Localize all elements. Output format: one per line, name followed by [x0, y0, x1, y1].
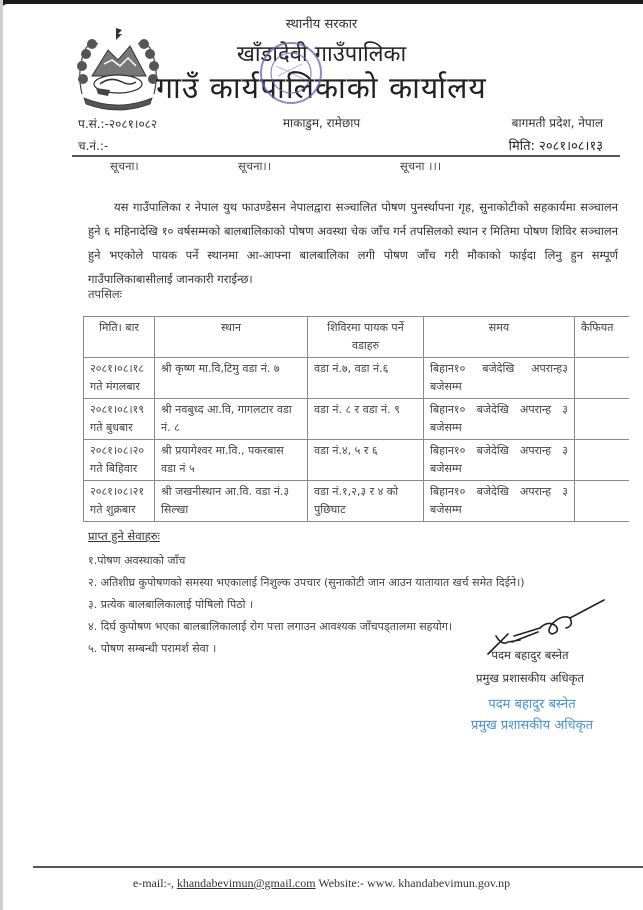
office-name: गाउँ कार्यपालिकाको कार्यालय — [156, 71, 487, 106]
email-label: e-mail:-, — [132, 876, 174, 890]
handwritten-signature — [478, 596, 608, 656]
header-remarks: कैफियत — [575, 317, 630, 358]
cell-time: बिहान१० बजेदेखि अपरान्ह३ बजेसम्म — [424, 358, 575, 399]
header-place: स्थान — [155, 317, 308, 358]
service-item: २. अतिशीघ्र कुपोषणको समस्या भएकालाई निशुल्क उपचार (सुनाकोटी जान आउन यातायात खर्च समेत दिईने।) — [88, 576, 525, 589]
camp-schedule-table — [83, 316, 629, 522]
notice-body: यस गाउँपालिका र नेपाल युथ फाउण्डेसन नेपालद्वारा सञ्चालित पोषण पुनर्स्थापना गृह, सुनाकोटीको सहकार्यमा सञ्चालन हुने ६ महिनादेखि १० वर्षसम्मको बालबालिकाको पोषण अवस्था चेक जाँच गर्न तपसिलको स्थान र मितिमा पोषण शिविर सञ्चालन हुने भएकोले पायक पर्ने स्थानमा आ-आफ्ना बालबालिका लगी पोषण जाँच गरी मौकाको फाईदा लिनु हुन सम्पूर्ण गाउँपालिकाबासीलाई जानकारी गराईन्छ। — [88, 199, 618, 286]
cell-date: २०८१।०८।२१ गते शुक्रबार — [84, 481, 155, 522]
cell-wards: वडा नं.७, वडा नं.६ — [308, 358, 424, 399]
header-date: मिति। बार — [84, 317, 155, 358]
notice-heading-2: सूचना।। — [238, 159, 272, 173]
table-row — [84, 481, 630, 522]
header-divider — [72, 155, 620, 157]
cell-remarks — [575, 358, 630, 399]
province-label: बागमती प्रदेश, नेपाल — [511, 116, 603, 130]
cell-date: २०८१।०८।२० गते बिहिवार — [84, 440, 155, 481]
signatory-name: पदम बहादुर बस्नेत — [491, 648, 569, 662]
cell-remarks — [575, 481, 630, 522]
service-item: ३. प्रत्येक बालबालिकालाई पोषिलो पिठो । — [88, 598, 254, 611]
table-header-row — [84, 317, 630, 358]
cell-remarks — [575, 440, 630, 481]
cell-remarks — [575, 399, 630, 440]
reference-number: प.सं.:-२०८१।०८२ — [78, 117, 158, 131]
header-wards: शिविरमा पायक पर्ने वडाहरु — [308, 317, 424, 358]
municipality-name: खाँडादेवी गाउँपालिका — [236, 42, 407, 67]
cell-place: श्री नवबुध्द आ.वि, गागलटार वडा नं. ८ — [155, 399, 308, 440]
service-item: १.पोषण अवस्थाको जाँच — [88, 554, 186, 567]
office-address: माकाडुम, रामेछाप — [282, 116, 361, 130]
cell-place: श्री कृष्ण मा.वि,टिमु वडा नं. ७ — [155, 358, 308, 399]
cell-date: २०८१।०८।१९ गते बुधबार — [84, 399, 155, 440]
cell-time: बिहान१० बजेदेखि अपरान्ह ३ बजेसम्म — [424, 481, 575, 522]
table-row — [84, 399, 630, 440]
service-item: ५. पोषण सम्बन्धी परामर्श सेवा । — [88, 642, 217, 655]
cell-wards: वडा नं.१,२,३ र ४ को पुछिघाट — [308, 481, 424, 522]
office-stamp — [258, 40, 324, 106]
notice-heading-3: सूचना ।।। — [400, 159, 442, 173]
header-time: समय — [424, 317, 575, 358]
website-link[interactable]: www. khandabevimun.gov.np — [367, 876, 511, 890]
scan-edge-left — [0, 0, 3, 910]
cell-date: २०८१।०८।१८ गते मंगलबार — [84, 358, 155, 399]
cell-wards: वडा नं. ८ र वडा नं. ९ — [308, 399, 424, 440]
letter-date: मिति: २०८१।०८।१३ — [508, 139, 603, 154]
cell-wards: वडा नं.४, ५ र ६ — [308, 440, 424, 481]
seal-signatory-title: प्रमुख प्रशासकीय अधिकृत — [470, 718, 594, 733]
notice-heading-1: सूचना। — [110, 159, 139, 173]
cell-place: श्री प्रयागेश्वर मा.वि., पकरबास वडा नं ५ — [155, 440, 308, 481]
cell-time: बिहान१० बजेदेखि अपरान्ह ३ बजेसम्म — [424, 440, 575, 481]
table-row — [84, 440, 630, 481]
seal-signatory-name: पदम बहादुर बस्नेत — [488, 697, 576, 712]
services-list — [88, 550, 525, 660]
services-title: प्राप्त हुने सेवाहरुः — [88, 529, 160, 543]
details-label: तपसिलः — [88, 287, 122, 301]
cell-time: बिहान१० बजेदेखि अपरान्ह ३ बजेसम्म — [424, 399, 575, 440]
dispatch-number: च.नं.:- — [78, 139, 109, 153]
scan-edge-top — [0, 0, 643, 8]
service-item: ४. दिर्घ कुपोषण भएका बालबालिकालाई रोग पत्ता लगाउन आवश्यक जाँचपड्तालमा सहयोग। — [88, 620, 453, 633]
signatory-title: प्रमुख प्रशासकीय अधिकृत — [476, 671, 584, 685]
local-government-label: स्थानीय सरकार — [285, 17, 358, 32]
footer-contact — [0, 876, 643, 891]
footer-divider — [33, 866, 643, 868]
email-link[interactable]: khandabevimun@gmail.com — [176, 876, 316, 890]
cell-place: श्री जखनीस्थान आ.वि. वडा नं.३ सिल्खा — [155, 481, 308, 522]
website-label: Website:- — [318, 876, 365, 890]
table-row — [84, 358, 630, 399]
